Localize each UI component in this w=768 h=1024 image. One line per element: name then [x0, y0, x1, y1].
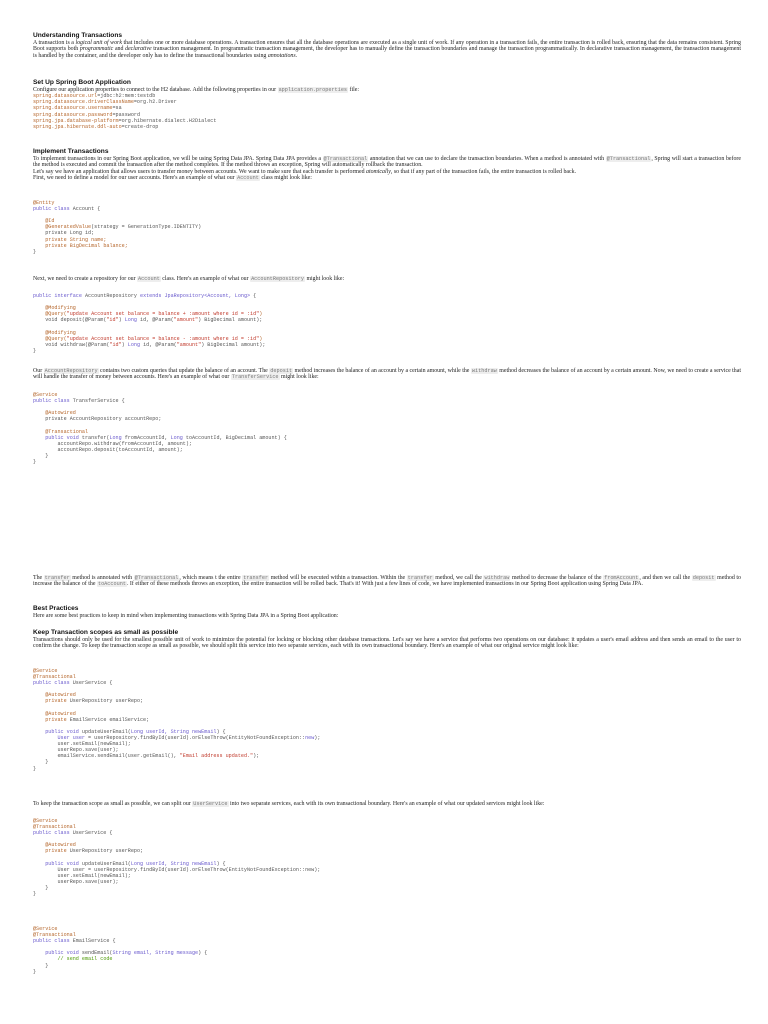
email-service-code: @Service @Transactional public class EmailService { public void sendEmail(String email, String message) { // send email code } } [33, 926, 208, 975]
heading-keep-small: Keep Transaction scopes as small as possible [33, 629, 179, 636]
account-class-code: @Entity public class Account { @Id @GeneratedValue(strategy = GenerationType.IDENTITY) private Long id; private String name; private BigDecimal balance; } [33, 200, 202, 255]
section-service [33, 368, 741, 381]
user-service-original-code: @Service @Transactional public class UserService { @Autowired private UserRepository userRepo; @Autowired private EmailService emailService; public void updateUserEmail(Long userId, String newEmail) { User user = userRepository.findById(userId).orElseThrow(EntityNotFoundException::new); user.setEmail(newEmail); userRepo.save(user); emailService.sendEmail(user.getEmail(), "Email address updated."); } } [33, 668, 321, 772]
user-service-updated-code: @Service @Transactional public class UserService { @Autowired private UserRepository userRepo; public void updateUserEmail(Long userId, String newEmail) { User user = userRepository.findById(userId).orElseThrow(EntityNotFoundException::new); user.setEmail(newEmail); userRepo.save(user); } } [33, 818, 321, 898]
intro-paragraph: A transaction is a logical unit of work that includes one or more database operations. A transaction ensures that all the database operations are executed as a single unit of work. If any operation in a transaction fails, the entire transaction is rolled back, ensuring that the data remains consistent. Spring Boot supports both programmatic and declarative transaction management. In programmatic transaction management, the developer has to manually define the transaction boundaries and manage the transaction programmatically. In declarative transaction management, the transaction management is handled by the container, and the developer only has to define the transactional boundaries using annotations. [33, 40, 742, 59]
heading-implement: Implement Transactions [33, 148, 109, 155]
transfer-service-code: @Service public class TransferService { @Autowired private AccountRepository accountRepo; @Transactional public void transfer(Long fromAccountId, Long toAccountId, BigDecimal amount) { accountRepo.withdraw(fromAccountId, amount); accountRepo.deposit(toAccountId, amount); } } [33, 392, 287, 466]
keep-small-paragraph: Transactions should only be used for the smallest possible unit of work to minimize the potential for locking or blocking other database transactions. Let's say we have a service that performs two operations on our database: it updates a user's email address and then sends an email to the user to confirm the change. To keep the transaction scope as small as possible, we should split this service into two separate services, each with its own transactional boundary. Here's an example of what our original service might look like: [33, 637, 741, 650]
section-best-practices [33, 605, 741, 619]
setup-paragraph: Configure our application properties to connect to the H2 database. Add the following properties in our application.properties file: [33, 87, 360, 93]
section-implement [33, 148, 741, 181]
transfer-paragraph: The transfer method is annotated with @Transactional, which means t the entire transfer method will be executed within a transaction. Within the transfer method, we call the withdraw method to decrease the balance of the fromAccount, and then we call the deposit method to increase the balance of the toAccount. If either of these methods throws an exception, the entire transaction will be rolled back. That's it! With just a few lines of code, we have implemented transactions in our Spring Boot application using Spring Data JPA. [33, 575, 741, 588]
section-repository [33, 276, 741, 282]
heading-setup: Set Up Spring Boot Application [33, 79, 131, 86]
properties-code-block: spring.datasource.url=jdbc:h2:mem:testdb spring.datasource.driverClassName=org.h2.Driver spring.datasource.username=sa spring.datasource.password=password spring.jpa.database-platform=org.hibernate.dialect.H2Dialect spring.jpa.hibernate.ddl-auto=create-drop [33, 93, 217, 130]
section-split [33, 801, 741, 807]
service-paragraph: Our AccountRepository contains two custom queries that update the balance of an account. The deposit method increases the balance of an account by a certain amount, while the withdraw method decreases the balance of an account by a certain amount. Now, we need to create a service that will handle the transfer of money between accounts. Here's an example of what our TransferService might look like: [33, 368, 741, 381]
section-setup [33, 79, 741, 130]
heading-best-practices: Best Practices [33, 605, 79, 612]
implement-paragraph: To implement transactions in our Spring Boot application, we will be using Spring Data JPA. Spring Data JPA provides a @Transactional annotation that we can use to declare the transaction boundaries. When a method is annotated with @Transactional, Spring will start a transaction before the method is executed and commit the transaction after the method completes. If the method throws an exception, Spring will automatically rollback the transaction. Let's say we have an application that allows users to transfer money between accounts. We want to make sure that each transfer is performed atomically, so that if any part of the transaction fails, the entire transaction is rolled back. First, we need to define a model for our user accounts. Here's an example of what our Account class might look like: [33, 156, 741, 181]
heading-understanding: Understanding Transactions [33, 32, 123, 39]
repository-paragraph: Next, we need to create a repository for our Account class. Here's an example of what our AccountRepository might look like: [33, 276, 345, 282]
section-understanding [33, 32, 741, 59]
account-repository-code: public interface AccountRepository extends JpaRepository<Account, Long> { @Modifying @Query("update Account set balance = balance + :amount where id = :id") void deposit(@Param("id") Long id, @Param("amount") BigDecimal amount); @Modifying @Query("update Account set balance = balance - :amount where id = :id") void withdraw(@Param("id") Long id, @Param("amount") BigDecimal amount); } [33, 293, 266, 354]
best-practices-paragraph: Here are some best practices to keep in mind when implementing transactions with Spring Data JPA in a Spring Boot application: [33, 613, 339, 619]
section-transfer-explanation [33, 575, 741, 588]
section-keep-small [33, 629, 741, 650]
split-paragraph: To keep the transaction scope as small as possible, we can split our UserService into two separate services, each with its own transactional boundary. Here's an example of what our updated services might look like: [33, 801, 545, 807]
